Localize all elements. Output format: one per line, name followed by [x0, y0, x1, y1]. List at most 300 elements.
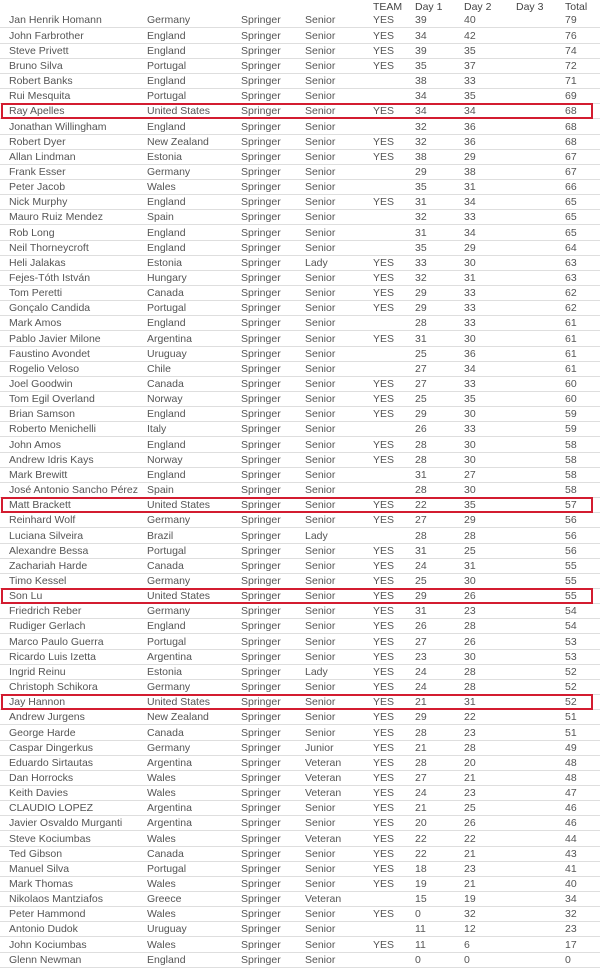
cell-name: Mark Thomas — [9, 878, 73, 890]
cell-team: YES — [373, 711, 395, 724]
cell-total: 60 — [565, 393, 577, 406]
table-row — [0, 13, 600, 28]
table-row — [0, 589, 600, 604]
cell-country: England — [147, 196, 186, 209]
cell-team: YES — [373, 650, 395, 663]
cell-total: 79 — [565, 14, 577, 27]
table-row — [0, 74, 600, 89]
cell-name: Bruno Silva — [9, 59, 63, 72]
cell-name: Ingrid Reinu — [9, 665, 66, 678]
cell-day1: 38 — [415, 75, 427, 87]
cell-team: YES — [373, 908, 395, 921]
cell-category: Senior — [305, 726, 336, 739]
cell-day1: 31 — [415, 332, 427, 345]
cell-total: 62 — [565, 302, 577, 315]
cell-day1: 21 — [415, 696, 427, 709]
cell-total: 68 — [565, 105, 577, 118]
cell-name: Brian Samson — [9, 408, 75, 421]
cell-day2: 33 — [464, 287, 476, 300]
cell-division: Springer — [241, 726, 281, 739]
cell-category: Veteran — [305, 787, 342, 799]
cell-name: Allan Lindman — [9, 150, 76, 163]
cell-day1: 31 — [415, 468, 427, 481]
cell-name: Javier Osvaldo Murganti — [9, 817, 123, 830]
cell-name: Mauro Ruiz Mendez — [9, 211, 103, 224]
cell-name: Timo Kessel — [9, 575, 67, 587]
cell-day1: 35 — [415, 241, 427, 254]
table-row — [0, 741, 600, 756]
cell-category: Senior — [305, 635, 336, 648]
cell-day1: 25 — [415, 393, 427, 406]
cell-total: 49 — [565, 741, 577, 754]
cell-day2: 28 — [464, 681, 476, 693]
cell-name: Eduardo Sirtautas — [9, 756, 94, 769]
cell-division: Springer — [241, 196, 281, 209]
cell-country: Portugal — [147, 90, 187, 103]
cell-day2: 36 — [464, 120, 476, 133]
cell-team: YES — [373, 665, 395, 678]
table-row — [0, 29, 600, 44]
cell-division: Springer — [241, 226, 281, 239]
cell-day2: 19 — [464, 893, 476, 906]
cell-category: Senior — [305, 196, 336, 209]
cell-total: 56 — [565, 529, 577, 542]
cell-day2: 30 — [464, 484, 476, 497]
cell-division: Springer — [241, 847, 281, 860]
cell-category: Veteran — [305, 832, 342, 845]
cell-total: 61 — [565, 332, 577, 345]
cell-total: 46 — [565, 817, 577, 830]
cell-division: Springer — [241, 544, 281, 557]
cell-name: CLAUDIO LOPEZ — [9, 802, 94, 815]
cell-country: England — [147, 438, 186, 451]
cell-day1: 25 — [415, 347, 427, 360]
table-row — [0, 665, 600, 680]
cell-day1: 28 — [415, 453, 427, 466]
table-row — [0, 180, 600, 195]
table-row — [0, 559, 600, 574]
table-row — [0, 771, 600, 786]
cell-division: Springer — [241, 75, 281, 87]
cell-team: YES — [373, 59, 395, 72]
cell-day2: 34 — [464, 362, 476, 375]
cell-day2: 23 — [464, 862, 476, 875]
cell-team: YES — [373, 847, 395, 860]
cell-team: YES — [373, 438, 395, 451]
cell-division: Springer — [241, 665, 281, 678]
cell-day2: 30 — [464, 408, 476, 421]
cell-category: Senior — [305, 378, 336, 390]
cell-category: Senior — [305, 347, 336, 360]
cell-total: 53 — [565, 650, 577, 663]
cell-name: Marco Paulo Guerra — [9, 635, 104, 648]
cell-division: Springer — [241, 105, 281, 118]
cell-day1: 33 — [415, 256, 427, 269]
cell-category: Senior — [305, 605, 336, 618]
cell-total: 34 — [565, 893, 577, 906]
cell-name: Andrew Idris Kays — [9, 453, 94, 466]
cell-country: Norway — [147, 393, 183, 406]
cell-country: United States — [147, 105, 211, 118]
cell-team: YES — [373, 741, 395, 754]
cell-category: Senior — [305, 423, 336, 436]
cell-total: 67 — [565, 150, 577, 163]
cell-day2: 23 — [464, 605, 476, 618]
cell-day2: 23 — [464, 787, 476, 799]
cell-division: Springer — [241, 635, 281, 648]
cell-day2: 36 — [464, 347, 476, 360]
table-row — [0, 332, 600, 347]
cell-total: 40 — [565, 878, 577, 890]
cell-team: YES — [373, 332, 395, 345]
cell-day1: 34 — [415, 90, 427, 103]
cell-country: Portugal — [147, 862, 187, 875]
cell-team: YES — [373, 590, 395, 603]
cell-division: Springer — [241, 59, 281, 72]
table-row — [0, 392, 600, 407]
cell-total: 48 — [565, 771, 577, 784]
cell-team: YES — [373, 135, 395, 148]
table-row — [0, 120, 600, 135]
cell-team: YES — [373, 378, 395, 390]
cell-day1: 26 — [415, 620, 427, 633]
cell-name: Rudiger Gerlach — [9, 620, 86, 633]
header-day3: Day 3 — [516, 1, 544, 13]
cell-name: Ted Gibson — [9, 847, 63, 860]
cell-category: Senior — [305, 559, 336, 572]
table-row — [0, 786, 600, 801]
cell-country: Chile — [147, 362, 171, 375]
cell-day1: 28 — [415, 317, 427, 330]
cell-day2: 31 — [464, 696, 476, 709]
cell-total: 44 — [565, 832, 577, 845]
cell-category: Veteran — [305, 771, 342, 784]
cell-day2: 35 — [464, 44, 476, 57]
cell-team: YES — [373, 559, 395, 572]
cell-name: Antonio Dudok — [9, 923, 78, 936]
cell-total: 54 — [565, 620, 577, 633]
cell-day1: 35 — [415, 59, 427, 72]
cell-total: 47 — [565, 787, 577, 799]
cell-team: YES — [373, 802, 395, 815]
table-row — [0, 498, 600, 513]
cell-total: 66 — [565, 181, 577, 194]
cell-day1: 32 — [415, 135, 427, 148]
cell-category: Lady — [305, 529, 328, 542]
cell-day1: 22 — [415, 847, 427, 860]
cell-country: Wales — [147, 878, 176, 890]
cell-day2: 26 — [464, 635, 476, 648]
cell-name: Jan Henrik Homann — [9, 14, 102, 27]
table-row — [0, 710, 600, 725]
cell-day1: 24 — [415, 559, 427, 572]
cell-team: YES — [373, 620, 395, 633]
cell-day1: 24 — [415, 665, 427, 678]
cell-day2: 27 — [464, 468, 476, 481]
cell-category: Senior — [305, 514, 336, 527]
cell-day1: 28 — [415, 726, 427, 739]
cell-country: Portugal — [147, 302, 187, 315]
cell-total: 60 — [565, 378, 577, 390]
cell-total: 55 — [565, 575, 577, 587]
cell-team: YES — [373, 605, 395, 618]
cell-category: Senior — [305, 135, 336, 148]
cell-category: Senior — [305, 317, 336, 330]
cell-name: Neil Thorneycroft — [9, 241, 89, 254]
cell-country: Wales — [147, 938, 176, 951]
cell-day2: 30 — [464, 650, 476, 663]
table-row — [0, 407, 600, 422]
cell-total: 52 — [565, 696, 577, 709]
cell-name: Keith Davies — [9, 787, 68, 799]
cell-name: Rogelio Veloso — [9, 362, 80, 375]
cell-country: Canada — [147, 847, 184, 860]
cell-country: England — [147, 408, 186, 421]
cell-name: Friedrich Reber — [9, 605, 82, 618]
cell-day2: 33 — [464, 317, 476, 330]
cell-division: Springer — [241, 287, 281, 300]
cell-name: Glenn Newman — [9, 953, 82, 966]
table-row — [0, 195, 600, 210]
cell-total: 62 — [565, 287, 577, 300]
cell-country: New Zealand — [147, 135, 209, 148]
cell-category: Senior — [305, 90, 336, 103]
cell-day2: 20 — [464, 756, 476, 769]
cell-name: Ray Apelles — [9, 105, 65, 118]
table-row — [0, 816, 600, 831]
cell-country: Wales — [147, 832, 176, 845]
cell-total: 58 — [565, 438, 577, 451]
cell-team: YES — [373, 771, 395, 784]
cell-name: Robert Dyer — [9, 135, 66, 148]
table-row — [0, 726, 600, 741]
cell-day2: 21 — [464, 878, 476, 890]
cell-day1: 29 — [415, 408, 427, 421]
cell-name: Ricardo Luis Izetta — [9, 650, 96, 663]
cell-division: Springer — [241, 756, 281, 769]
table-row — [0, 301, 600, 316]
cell-category: Senior — [305, 923, 336, 936]
cell-category: Lady — [305, 665, 328, 678]
cell-team: YES — [373, 287, 395, 300]
cell-total: 55 — [565, 590, 577, 603]
cell-country: Germany — [147, 514, 191, 527]
cell-team: YES — [373, 878, 395, 890]
cell-day1: 11 — [415, 923, 426, 936]
table-row — [0, 104, 600, 119]
cell-name: Nikolaos Mantziafos — [9, 893, 103, 906]
cell-country: New Zealand — [147, 711, 209, 724]
cell-day2: 23 — [464, 726, 476, 739]
cell-category: Senior — [305, 908, 336, 921]
cell-team: YES — [373, 514, 395, 527]
cell-day1: 31 — [415, 196, 427, 209]
table-row — [0, 286, 600, 301]
cell-country: Estonia — [147, 665, 183, 678]
cell-name: Caspar Dingerkus — [9, 741, 94, 754]
cell-name: Pablo Javier Milone — [9, 332, 101, 345]
cell-category: Senior — [305, 484, 336, 497]
cell-total: 61 — [565, 347, 577, 360]
cell-division: Springer — [241, 29, 281, 42]
cell-division: Springer — [241, 362, 281, 375]
cell-country: England — [147, 953, 186, 966]
cell-division: Springer — [241, 241, 281, 254]
cell-country: United States — [147, 590, 211, 603]
cell-name: Jonathan Willingham — [9, 120, 107, 133]
cell-total: 71 — [565, 75, 577, 87]
cell-day1: 26 — [415, 423, 427, 436]
cell-total: 61 — [565, 317, 577, 330]
table-row — [0, 604, 600, 619]
cell-team: YES — [373, 256, 395, 269]
cell-name: Steve Kociumbas — [9, 832, 91, 845]
cell-country: Uruguay — [147, 923, 187, 936]
cell-day1: 34 — [415, 105, 427, 118]
cell-name: Son Lu — [9, 590, 43, 603]
cell-total: 68 — [565, 120, 577, 133]
cell-day1: 32 — [415, 211, 427, 224]
cell-division: Springer — [241, 529, 281, 542]
cell-country: Portugal — [147, 544, 187, 557]
table-row — [0, 165, 600, 180]
cell-country: Portugal — [147, 59, 187, 72]
cell-country: Italy — [147, 423, 167, 436]
cell-total: 56 — [565, 514, 577, 527]
cell-category: Veteran — [305, 756, 342, 769]
cell-total: 65 — [565, 226, 577, 239]
cell-day2: 34 — [464, 196, 476, 209]
cell-category: Senior — [305, 862, 336, 875]
table-row — [0, 907, 600, 922]
cell-team: YES — [373, 302, 395, 315]
cell-day1: 24 — [415, 681, 427, 693]
table-row — [0, 44, 600, 59]
cell-name: Zachariah Harde — [9, 559, 88, 572]
cell-category: Senior — [305, 681, 336, 693]
cell-team: YES — [373, 575, 395, 587]
cell-division: Springer — [241, 211, 281, 224]
cell-division: Springer — [241, 832, 281, 845]
cell-day1: 11 — [415, 938, 426, 951]
cell-total: 64 — [565, 241, 577, 254]
cell-day2: 36 — [464, 135, 476, 148]
cell-country: United States — [147, 499, 211, 512]
cell-day1: 29 — [415, 711, 427, 724]
cell-country: Uruguay — [147, 347, 187, 360]
table-row — [0, 483, 600, 498]
cell-division: Springer — [241, 332, 281, 345]
cell-team: YES — [373, 14, 395, 27]
cell-division: Springer — [241, 135, 281, 148]
cell-category: Senior — [305, 120, 336, 133]
cell-name: Dan Horrocks — [9, 771, 74, 784]
cell-country: Portugal — [147, 635, 187, 648]
cell-country: Estonia — [147, 150, 183, 163]
cell-day1: 27 — [415, 362, 427, 375]
cell-category: Senior — [305, 287, 336, 300]
table-row — [0, 619, 600, 634]
table-row — [0, 453, 600, 468]
table-row — [0, 680, 600, 695]
table-row — [0, 210, 600, 225]
cell-total: 58 — [565, 484, 577, 497]
cell-name: Luciana Silveira — [9, 529, 84, 542]
cell-total: 59 — [565, 408, 577, 421]
cell-country: England — [147, 241, 186, 254]
cell-country: Germany — [147, 741, 191, 754]
cell-day2: 25 — [464, 544, 476, 557]
cell-day1: 28 — [415, 484, 427, 497]
table-row — [0, 695, 600, 710]
cell-country: England — [147, 317, 186, 330]
cell-country: Wales — [147, 771, 176, 784]
cell-total: 32 — [565, 908, 577, 921]
cell-team: YES — [373, 787, 395, 799]
cell-day2: 33 — [464, 75, 476, 87]
cell-name: Christoph Schikora — [9, 681, 98, 693]
cell-division: Springer — [241, 681, 281, 693]
cell-day2: 21 — [464, 847, 476, 860]
cell-day1: 21 — [415, 741, 427, 754]
table-row — [0, 953, 600, 968]
cell-division: Springer — [241, 44, 281, 57]
cell-country: Brazil — [147, 529, 174, 542]
cell-category: Senior — [305, 938, 336, 951]
cell-category: Senior — [305, 271, 336, 284]
header-day2: Day 2 — [464, 1, 492, 13]
cell-total: 61 — [565, 362, 577, 375]
cell-name: Gonçalo Candida — [9, 302, 91, 315]
cell-day2: 29 — [464, 150, 476, 163]
header-total: Total — [565, 1, 588, 13]
cell-name: Peter Jacob — [9, 181, 66, 194]
cell-day1: 27 — [415, 771, 427, 784]
table-row — [0, 938, 600, 953]
cell-name: Fejes-Tóth István — [9, 271, 91, 284]
cell-division: Springer — [241, 347, 281, 360]
cell-day1: 23 — [415, 650, 427, 663]
cell-day2: 0 — [464, 953, 470, 966]
cell-name: Tom Egil Overland — [9, 393, 95, 406]
cell-division: Springer — [241, 120, 281, 133]
cell-country: Argentina — [147, 802, 192, 815]
cell-division: Springer — [241, 14, 281, 27]
cell-day1: 38 — [415, 150, 427, 163]
cell-total: 69 — [565, 90, 577, 103]
cell-name: Manuel Silva — [9, 862, 70, 875]
cell-team: YES — [373, 681, 395, 693]
cell-team: YES — [373, 393, 395, 406]
cell-category: Senior — [305, 332, 336, 345]
cell-division: Springer — [241, 256, 281, 269]
cell-category: Senior — [305, 468, 336, 481]
cell-category: Senior — [305, 44, 336, 57]
cell-division: Springer — [241, 893, 281, 906]
cell-category: Veteran — [305, 893, 342, 906]
cell-day1: 29 — [415, 287, 427, 300]
cell-category: Senior — [305, 438, 336, 451]
cell-division: Springer — [241, 438, 281, 451]
table-row — [0, 801, 600, 816]
cell-day1: 24 — [415, 787, 427, 799]
cell-total: 43 — [565, 847, 577, 860]
cell-total: 67 — [565, 165, 577, 178]
cell-division: Springer — [241, 802, 281, 815]
cell-team: YES — [373, 408, 395, 421]
cell-category: Junior — [305, 741, 334, 754]
cell-name: Robert Banks — [9, 75, 73, 87]
